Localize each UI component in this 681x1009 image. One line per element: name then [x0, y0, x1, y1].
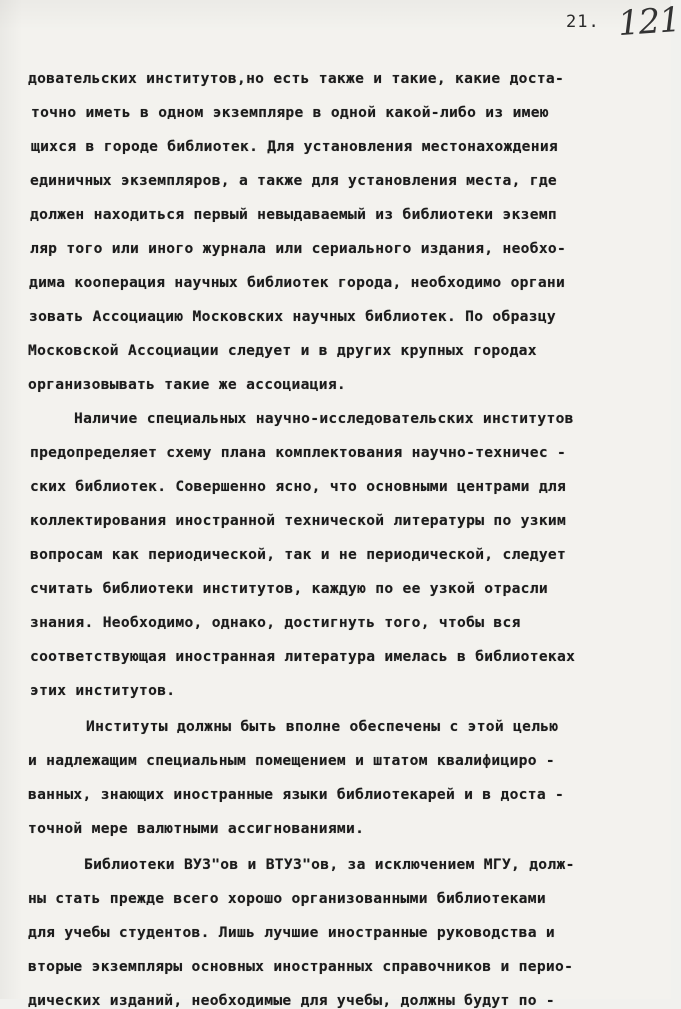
paragraph-first-line: Наличие специальных научно-исследовательских институтов: [74, 410, 574, 427]
text-line: ляр того или иного журнала или сериального издания, необхо-: [30, 240, 567, 257]
text-line: предопределяет схему плана комплектования научно-техничес -: [30, 444, 567, 461]
text-line: точной мере валютными ассигнованиями.: [28, 820, 365, 837]
text-line: знания. Необходимо, однако, достигнуть того, чтобы вся: [30, 614, 521, 631]
paragraph-first-line: Институты должны быть вполне обеспечены с этой целью: [86, 718, 559, 735]
text-line: Московской Ассоциации следует и в других крупных городах: [28, 342, 537, 359]
text-line: ны стать прежде всего хорошо организованными библиотеками: [28, 890, 546, 907]
text-line: коллектирования иностранной технической литературы по узким: [30, 512, 567, 529]
text-line: должен находиться первый невыдаваемый из библиотеки экземп: [30, 206, 557, 223]
text-line: ванных, знающих иностранные языки библиотекарей и в доста -: [28, 786, 565, 803]
text-line: зовать Ассоциацию Московских научных библиотек. По образцу: [29, 308, 556, 325]
paragraph-first-line: Библиотеки ВУЗ"ов и ВТУЗ"ов, за исключением МГУ, долж-: [84, 856, 575, 873]
text-line: точно иметь в одном экземпляре в одной какой-либо из имею: [31, 104, 549, 121]
text-line: довательских институтов,но есть также и такие, какие доста-: [28, 70, 565, 87]
text-line: организовывать такие же ассоциация.: [28, 376, 347, 393]
text-line: дических изданий, необходимые для учебы, должны будут по -: [28, 992, 555, 1009]
handwritten-page-number: 121: [616, 0, 681, 45]
text-line: единичных экземпляров, а также для установления места, где: [30, 172, 557, 189]
text-line: соответствующая иностранная литература имелась в библиотеках: [30, 648, 576, 665]
text-line: для учебы студентов. Лишь лучшие иностранные руководства и: [28, 924, 555, 941]
text-line: ских библиотек. Совершенно ясно, что основными центрами для: [30, 478, 567, 495]
text-line: вторые экземпляры основных иностранных справочников и перио-: [28, 958, 574, 975]
text-line: этих институтов.: [30, 682, 176, 699]
text-line: вопросам как периодической, так и не периодической, следует: [30, 546, 567, 563]
text-line: щихся в городе библиотек. Для установления местонахождения: [31, 138, 558, 155]
page-number: 21.: [566, 12, 600, 32]
text-line: и надлежащим специальным помещением и штатом квалифициро -: [28, 752, 555, 769]
text-line: дима кооперация научных библиотек города, необходимо органи: [29, 274, 566, 291]
text-line: считать библиотеки институтов, каждую по ее узкой отрасли: [30, 580, 548, 597]
